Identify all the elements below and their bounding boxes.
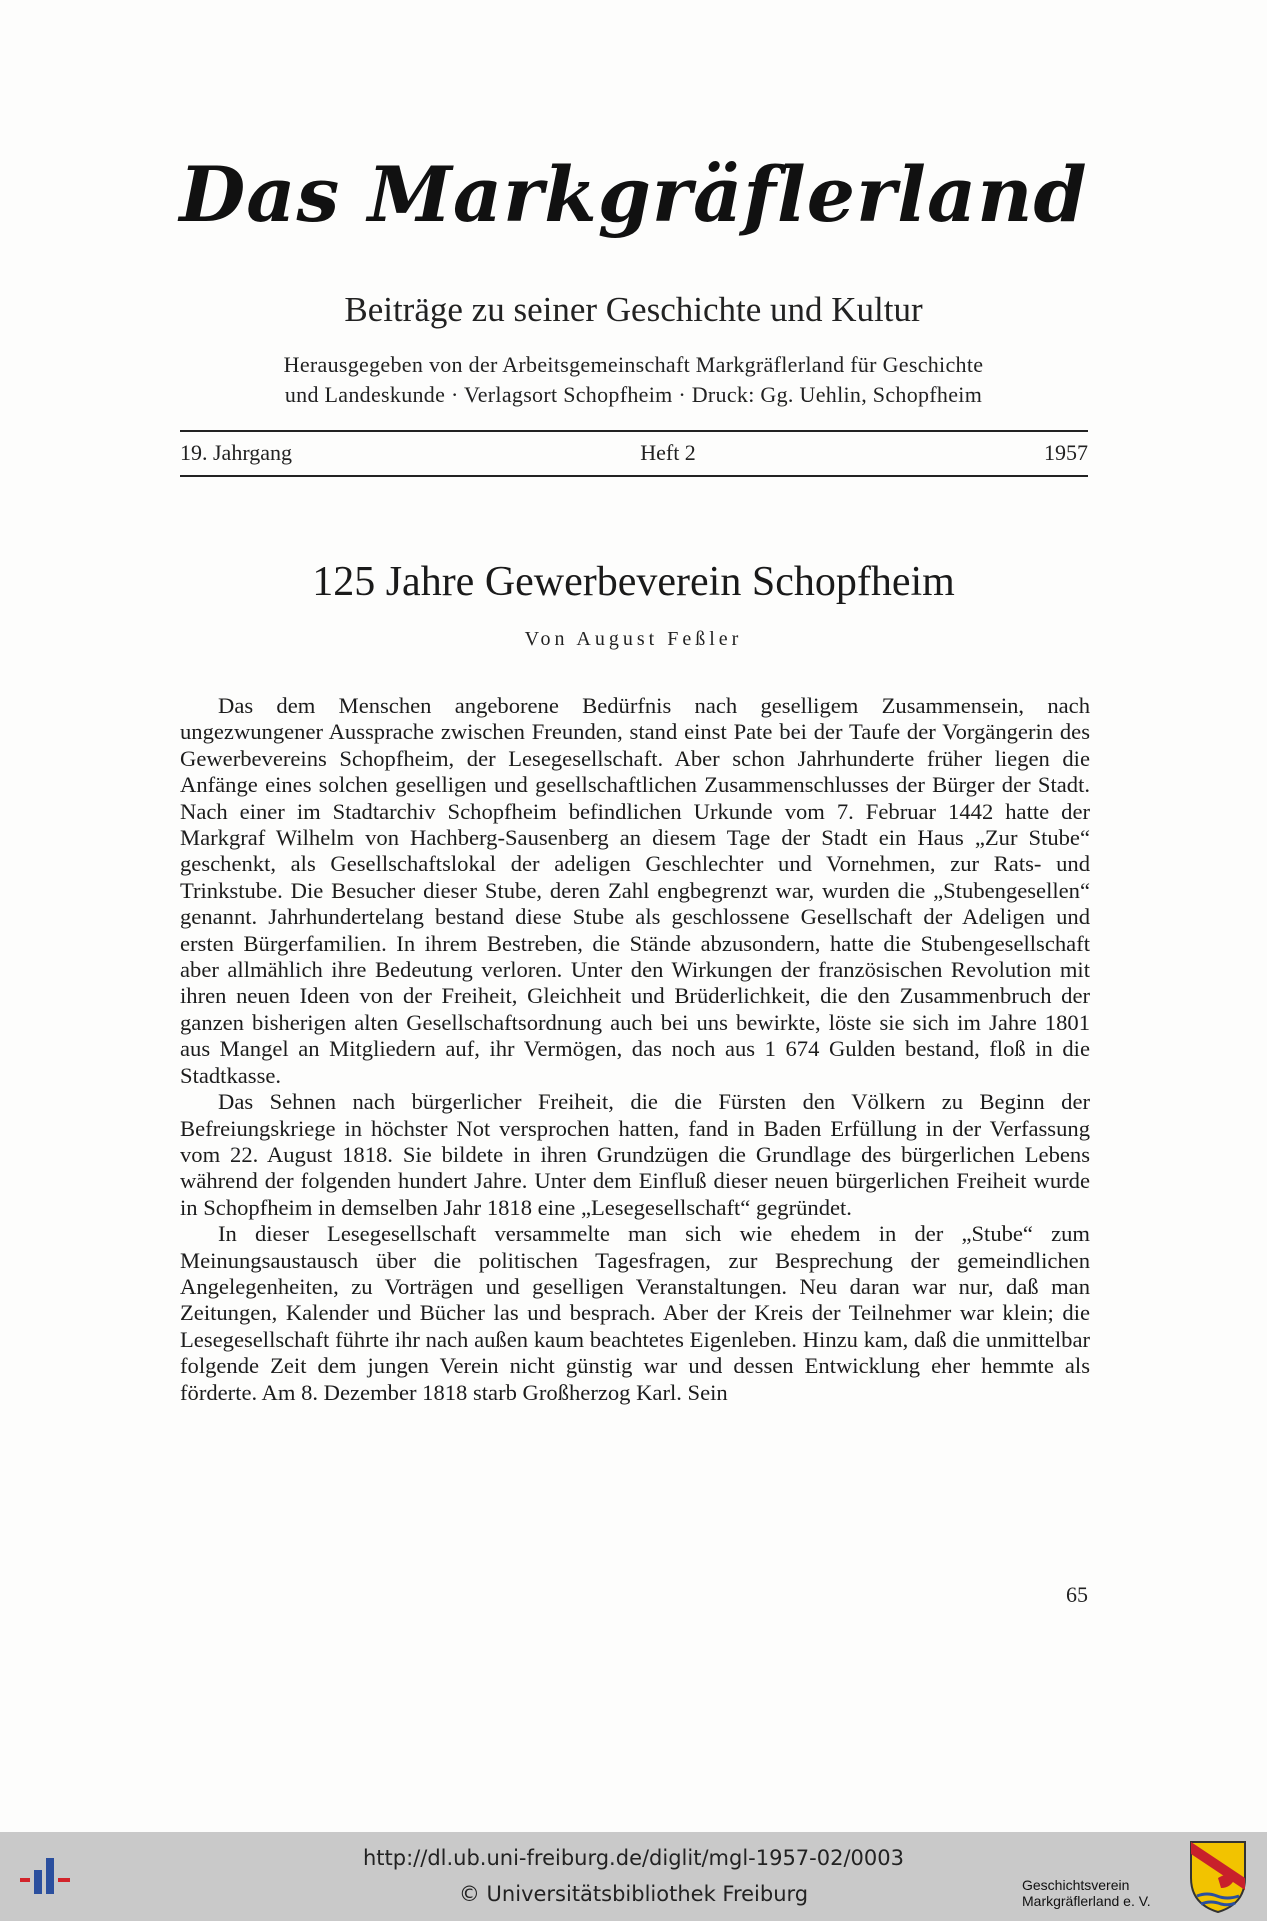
article-byline: Von August Feßler: [524, 628, 743, 650]
copyright-notice: © Universitätsbibliothek Freiburg: [458, 1882, 809, 1906]
masthead-title: Das Markgräflerland: [179, 150, 1088, 239]
paragraph: In dieser Lesegesellschaft versammelte man sich wie ehedem in der „Stube“ zum Meinungsaustausch über die politischen Tagesfragen, zur Besprechung der gemeindlichen Angelegenheiten, zu Vorträgen und geselligen Veranstaltungen. Neu daran war nur, daß man Zeitungen, Kalender und Bücher las und besprach. Aber der Kreis der Teilnehmer war klein; die Lesegesellschaft führte ihr nach außen kaum beachtetes Eigenleben. Hinzu kam, daß die unmittelbar folgende Zeit dem jungen Verein nicht günstig war und dessen Entwicklung eher hemmte als förderte. Am 8. Dezember 1818 starb Großherzog Karl. Sein: [180, 1221, 1090, 1405]
coat-of-arms-icon: [1187, 1838, 1249, 1914]
society-name-line-2: Markgräflerland e. V.: [1022, 1893, 1151, 1909]
article-body: [180, 693, 1090, 1406]
issue-label: Heft 2: [640, 440, 696, 465]
society-name: [1022, 1877, 1151, 1909]
divider-bottom: [180, 475, 1088, 477]
article-title: 125 Jahre Gewerbeverein Schopfheim: [312, 559, 955, 605]
document-url-link[interactable]: http://dl.ub.uni-freiburg.de/diglit/mgl-1957-02/0003: [362, 1846, 904, 1870]
year-label: 1957: [1044, 440, 1088, 465]
divider-top: [180, 430, 1088, 432]
society-name-line-1: Geschichtsverein: [1022, 1877, 1130, 1893]
masthead-subtitle: Beiträge zu seiner Geschichte und Kultur: [344, 290, 923, 329]
issue-info-row: [180, 440, 1088, 466]
publisher-line-2: und Landeskunde · Verlagsort Schopfheim · Druck: Gg. Uehlin, Schopfheim: [284, 382, 983, 407]
volume-label: 19. Jahrgang: [180, 440, 293, 465]
paragraph: Das dem Menschen angeborene Bedürfnis nach geselligem Zusammensein, nach ungezwungener Aussprache zwischen Freunden, stand einst Pate bei der Taufe der Vorgängerin des Gewerbevereins Schopfheim, der Lesegesellschaft. Aber schon Jahrhunderte früher liegen die Anfänge eines solchen geselligen und gesellschaftlichen Zusammenschlusses der Bürger der Stadt. Nach einer im Stadtarchiv Schopfheim befindlichen Urkunde vom 7. Februar 1442 hatte der Markgraf Wilhelm von Hachberg-Sausenberg an diesem Tage der Stadt ein Haus „Zur Stube“ geschenkt, als Gesellschaftslokal der adeligen Geschlechter und Vornehmen, zur Rats- und Trinkstube. Die Besucher dieser Stube, deren Zahl engbegrenzt war, wurden die „Stubengesellen“ genannt. Jahrhundertelang bestand diese Stube als geschlossene Gesellschaft der Adeligen und ersten Bürgerfamilien. In ihrem Bestreben, die Stände abzusondern, hatte die Stubengesellschaft aber allmählich ihre Bedeutung verloren. Unter den Wirkungen der französischen Revolution mit ihren neuen Ideen von der Freiheit, Gleichheit und Brüderlichkeit, die den Zusammenbruch der ganzen bisherigen alten Gesellschaftsordnung auch bei uns bewirkte, löste sie sich im Jahre 1801 aus Mangel an Mitgliedern auf, ihr Vermögen, das noch aus 1 674 Gulden bestand, floß in die Stadtkasse.: [180, 693, 1090, 1088]
viewer-footer: [0, 1832, 1267, 1921]
page-number: 65: [1066, 1582, 1088, 1607]
paragraph: Das Sehnen nach bürgerlicher Freiheit, die die Fürsten den Völkern zu Beginn der Befreiungskriege in höchster Not versprochen hatten, fand in Baden Erfüllung in der Verfassung vom 22. August 1818. Sie bildete in ihren Grundzügen die Grundlage des bürgerlichen Lebens während der folgenden hundert Jahre. Unter dem Einfluß dieser neuen bürgerlichen Freiheit wurde in Schopfheim in demselben Jahr 1818 eine „Lesegesellschaft“ gegründet.: [180, 1089, 1090, 1220]
publisher-line-1: Herausgegeben von der Arbeitsgemeinschaft Markgräflerland für Geschichte: [283, 352, 984, 377]
